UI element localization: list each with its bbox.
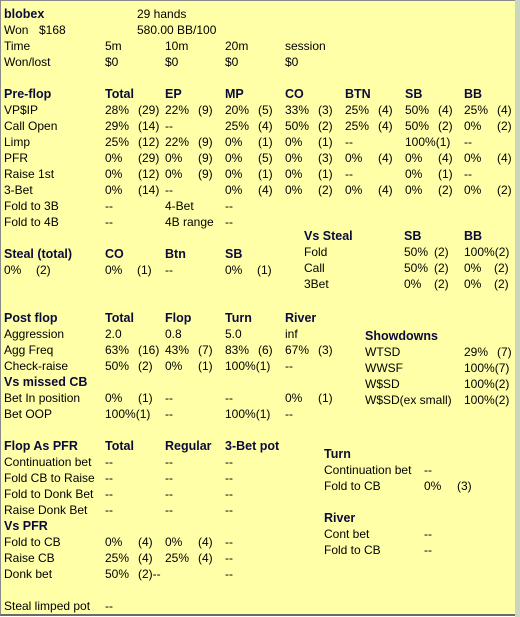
- preflop-cell: 0%: [285, 183, 303, 197]
- vs-pfr-cell: (4): [198, 551, 213, 565]
- steal-total-n: (2): [36, 263, 51, 277]
- preflop-cell: (9): [198, 135, 213, 149]
- vs-steal-col-sb: SB: [404, 229, 422, 243]
- missed-cb-row-label: Bet In position: [4, 391, 81, 405]
- steal-co-value: 0%: [105, 263, 123, 277]
- flop-pfr-cell: --: [225, 487, 233, 501]
- postflop-col-3: River: [285, 311, 317, 325]
- steal-sb-value: 0%: [225, 263, 243, 277]
- vs-steal-row-label: Fold: [304, 245, 328, 259]
- vs-pfr-cell: (4): [138, 535, 153, 549]
- preflop-cell: 0%: [285, 135, 303, 149]
- preflop-cell: 0%: [105, 183, 123, 197]
- missed-cb-row-label: Bet OOP: [4, 407, 53, 421]
- preflop-cell: (12): [138, 135, 160, 149]
- preflop-cell: (1): [438, 167, 453, 181]
- preflop-row-label: Call Open: [4, 119, 58, 133]
- showdowns-title: Showdowns: [365, 329, 438, 343]
- missed-cb-cell: (1): [318, 391, 333, 405]
- flop-pfr-cell: --: [165, 455, 173, 469]
- preflop-cell: 33%: [285, 103, 310, 117]
- preflop-cell: (5): [258, 151, 273, 165]
- preflop-cell: 0%: [165, 151, 183, 165]
- turn-row-label: Continuation bet: [324, 463, 412, 477]
- preflop-cell: 0%: [464, 183, 482, 197]
- turn-value: 0%: [424, 479, 442, 493]
- preflop-cell: (4): [438, 103, 453, 117]
- steal-total: 0%: [4, 263, 22, 277]
- player-name: blobex: [4, 7, 45, 21]
- showdown-value: 100%(7): [464, 361, 510, 375]
- vs-pfr-cell: 25%: [105, 551, 130, 565]
- wonlost-label: Won/lost: [4, 55, 51, 69]
- missed-cb-cell: --: [285, 407, 293, 421]
- wonlost-10m: $0: [165, 55, 179, 69]
- period-5m: 5m: [105, 39, 122, 53]
- preflop-cell: (29): [138, 151, 160, 165]
- preflop-cell: --: [464, 167, 472, 181]
- preflop-cell: (4): [497, 151, 512, 165]
- turn-n: (3): [457, 479, 472, 493]
- steal-limped-label: Steal limped pot: [4, 599, 91, 613]
- missed-cb-title: Vs missed CB: [4, 375, 88, 389]
- vs-steal-col-bb: BB: [464, 229, 483, 243]
- flop-pfr-col-regular: Regular: [165, 439, 212, 453]
- postflop-cell: 5.0: [225, 327, 242, 341]
- time-label: Time: [4, 39, 31, 53]
- missed-cb-cell: 0%: [285, 391, 303, 405]
- steal-co-n: (1): [137, 263, 152, 277]
- preflop-cell: (2): [497, 119, 512, 133]
- missed-cb-cell: --: [225, 391, 233, 405]
- vs-pfr-cell: 0%: [165, 535, 183, 549]
- window-edge: [515, 0, 520, 617]
- vs-pfr-cell: 25%: [165, 551, 190, 565]
- missed-cb-cell: 100%(1): [105, 407, 151, 421]
- preflop-cell: (14): [138, 183, 160, 197]
- preflop-cell: --: [345, 135, 353, 149]
- postflop-title: Post flop: [4, 311, 58, 325]
- turn-value: --: [424, 463, 432, 477]
- range4b-value: --: [225, 215, 233, 229]
- missed-cb-cell: 100%(1): [225, 407, 271, 421]
- preflop-cell: (9): [198, 151, 213, 165]
- preflop-cell: (9): [198, 103, 213, 117]
- steal-sb-n: (1): [257, 263, 272, 277]
- vs-pfr-cell: --: [225, 535, 233, 549]
- postflop-col-1: Flop: [165, 311, 192, 325]
- vs-pfr-cell: (4): [138, 551, 153, 565]
- flop-pfr-col-total: Total: [105, 439, 134, 453]
- period-10m: 10m: [165, 39, 189, 53]
- vs-steal-row-label: Call: [304, 261, 325, 275]
- flop-pfr-cell: --: [105, 471, 113, 485]
- postflop-row-label: Check-raise: [4, 359, 69, 373]
- preflop-cell: 50%: [405, 119, 430, 133]
- vs-pfr-row-label: Raise CB: [4, 551, 55, 565]
- river-row-label: Cont bet: [324, 527, 370, 541]
- flop-pfr-row-label: Continuation bet: [4, 455, 92, 469]
- fold4b-value: --: [105, 215, 113, 229]
- steal-limped-value: --: [105, 599, 113, 613]
- vs-steal-cell: 0%: [464, 261, 482, 275]
- postflop-cell: 83%: [225, 343, 250, 357]
- preflop-cell: (29): [138, 103, 160, 117]
- preflop-cell: 0%: [285, 151, 303, 165]
- bb100-value: 580.00 BB/100: [137, 23, 217, 37]
- postflop-cell: (3): [318, 343, 333, 357]
- vs-steal-cell: 100%(2): [464, 245, 510, 259]
- preflop-cell: (1): [318, 167, 333, 181]
- postflop-row-label: Aggression: [4, 327, 65, 341]
- vs-pfr-row-label: Fold to CB: [4, 535, 61, 549]
- river-row-label: Fold to CB: [324, 543, 381, 557]
- preflop-cell: 0%: [285, 167, 303, 181]
- preflop-cell: (4): [258, 183, 273, 197]
- preflop-cell: 0%: [464, 151, 482, 165]
- postflop-cell: (2): [138, 359, 153, 373]
- postflop-cell: 0%: [165, 359, 183, 373]
- postflop-col-2: Turn: [225, 311, 252, 325]
- missed-cb-cell: (1): [138, 391, 153, 405]
- preflop-cell: (2): [497, 183, 512, 197]
- flop-pfr-cell: --: [225, 471, 233, 485]
- preflop-cell: (2): [438, 119, 453, 133]
- postflop-cell: (7): [198, 343, 213, 357]
- vs-steal-cell: (2): [434, 277, 449, 291]
- preflop-cell: (1): [318, 135, 333, 149]
- preflop-col-6: BB: [464, 87, 483, 101]
- flop-pfr-cell: --: [105, 455, 113, 469]
- vs-steal-cell: (2): [494, 277, 509, 291]
- vs-pfr-cell: 50%: [105, 567, 130, 581]
- steal-col-btn: Btn: [165, 247, 186, 261]
- won-label: Won: [4, 23, 29, 37]
- preflop-cell: 50%: [405, 103, 430, 117]
- vs-pfr-cell: --: [225, 567, 233, 581]
- hands-count: 29 hands: [137, 7, 187, 21]
- preflop-cell: (4): [378, 183, 393, 197]
- postflop-cell: 43%: [165, 343, 190, 357]
- postflop-row-label: Agg Freq: [4, 343, 54, 357]
- preflop-cell: (3): [318, 151, 333, 165]
- preflop-cell: (12): [138, 167, 160, 181]
- wonlost-20m: $0: [225, 55, 239, 69]
- preflop-row-label: Raise 1st: [4, 167, 55, 181]
- showdown-value: 100%(2): [464, 393, 510, 407]
- preflop-col-2: MP: [225, 87, 244, 101]
- period-20m: 20m: [225, 39, 249, 53]
- fold3b-value: --: [105, 199, 113, 213]
- turn-title: Turn: [324, 447, 351, 461]
- preflop-cell: 100%(1): [405, 135, 451, 149]
- preflop-cell: (4): [497, 103, 512, 117]
- preflop-cell: --: [165, 119, 173, 133]
- preflop-cell: (2): [318, 119, 333, 133]
- postflop-cell: 50%: [105, 359, 130, 373]
- preflop-row-label: VP$IP: [4, 103, 39, 117]
- preflop-cell: (1): [258, 135, 273, 149]
- preflop-cell: 28%: [105, 103, 130, 117]
- preflop-cell: 22%: [165, 103, 190, 117]
- turn-row-label: Fold to CB: [324, 479, 381, 493]
- preflop-col-0: Total: [105, 87, 134, 101]
- preflop-cell: 20%: [225, 103, 250, 117]
- preflop-col-1: EP: [165, 87, 182, 101]
- preflop-cell: (4): [438, 151, 453, 165]
- preflop-cell: 25%: [464, 103, 489, 117]
- river-title: River: [324, 511, 356, 525]
- preflop-cell: 29%: [105, 119, 130, 133]
- vs-steal-cell: (2): [434, 261, 449, 275]
- missed-cb-cell: --: [165, 391, 173, 405]
- postflop-cell: 67%: [285, 343, 310, 357]
- vs-pfr-cell: 0%: [105, 535, 123, 549]
- vs-pfr-cell: --: [225, 551, 233, 565]
- steal-col-co: CO: [105, 247, 124, 261]
- flop-pfr-row-label: Fold CB to Raise: [4, 471, 95, 485]
- flop-pfr-cell: --: [225, 503, 233, 517]
- preflop-cell: 25%: [225, 119, 250, 133]
- flop-pfr-cell: --: [105, 487, 113, 501]
- range4b-label: 4B range: [165, 215, 214, 229]
- showdown-label: WTSD: [365, 345, 401, 359]
- preflop-cell: 22%: [165, 135, 190, 149]
- flop-pfr-cell: --: [165, 503, 173, 517]
- preflop-col-5: SB: [405, 87, 423, 101]
- showdown-n: (7): [497, 345, 512, 359]
- fourbet-label: 4-Bet: [165, 199, 194, 213]
- missed-cb-cell: --: [165, 407, 173, 421]
- preflop-cell: (9): [198, 167, 213, 181]
- preflop-cell: 0%: [225, 167, 243, 181]
- vs-steal-cell: 50%: [404, 261, 429, 275]
- preflop-col-3: CO: [285, 87, 304, 101]
- preflop-cell: (2): [318, 183, 333, 197]
- preflop-cell: --: [345, 167, 353, 181]
- preflop-cell: (4): [378, 151, 393, 165]
- flop-pfr-row-label: Fold to Donk Bet: [4, 487, 94, 501]
- preflop-cell: 0%: [225, 135, 243, 149]
- vs-steal-cell: 0%: [404, 277, 422, 291]
- period-session: session: [285, 39, 326, 53]
- preflop-cell: 0%: [345, 183, 363, 197]
- steal-btn-value: --: [165, 263, 173, 277]
- steal-col-sb: SB: [225, 247, 243, 261]
- preflop-cell: (1): [258, 167, 273, 181]
- postflop-cell: 100%(1): [225, 359, 271, 373]
- river-value: --: [424, 543, 432, 557]
- showdown-value: 29%: [464, 345, 489, 359]
- postflop-cell: 0.8: [165, 327, 182, 341]
- preflop-cell: 50%: [285, 119, 310, 133]
- vs-pfr-row-label: Donk bet: [4, 567, 53, 581]
- postflop-cell: --: [285, 359, 293, 373]
- showdown-label: W$SD(ex small): [365, 393, 452, 407]
- won-value: $168: [39, 23, 66, 37]
- flop-pfr-cell: --: [105, 503, 113, 517]
- missed-cb-cell: 0%: [105, 391, 123, 405]
- fold3b-label: Fold to 3B: [4, 199, 59, 213]
- vs-steal-cell: 50%: [404, 245, 429, 259]
- preflop-row-label: 3-Bet: [4, 183, 33, 197]
- vs-steal-cell: (2): [494, 261, 509, 275]
- vs-pfr-title: Vs PFR: [4, 519, 48, 533]
- wonlost-5m: $0: [105, 55, 119, 69]
- preflop-cell: 0%: [225, 183, 243, 197]
- preflop-cell: (2): [438, 183, 453, 197]
- preflop-cell: 25%: [105, 135, 130, 149]
- preflop-row-label: Limp: [4, 135, 31, 149]
- preflop-cell: 0%: [105, 167, 123, 181]
- preflop-row-label: PFR: [4, 151, 28, 165]
- preflop-cell: (4): [378, 119, 393, 133]
- flop-pfr-cell: --: [225, 455, 233, 469]
- vs-pfr-cell: (4): [198, 535, 213, 549]
- postflop-cell: 2.0: [105, 327, 122, 341]
- preflop-cell: 0%: [165, 167, 183, 181]
- steal-title: Steal (total): [4, 247, 73, 261]
- postflop-cell: inf: [285, 327, 298, 341]
- preflop-col-4: BTN: [345, 87, 371, 101]
- preflop-cell: 0%: [464, 119, 482, 133]
- showdown-label: W$SD: [365, 377, 400, 391]
- fold4b-label: Fold to 4B: [4, 215, 59, 229]
- flop-pfr-cell: --: [165, 487, 173, 501]
- preflop-cell: 0%: [345, 151, 363, 165]
- preflop-cell: 0%: [225, 151, 243, 165]
- vs-steal-row-label: 3Bet: [304, 277, 329, 291]
- postflop-col-0: Total: [105, 311, 134, 325]
- preflop-cell: 25%: [345, 103, 370, 117]
- preflop-cell: --: [165, 183, 173, 197]
- flop-pfr-cell: --: [165, 471, 173, 485]
- preflop-cell: --: [464, 135, 472, 149]
- fourbet-value: --: [225, 199, 233, 213]
- preflop-title: Pre-flop: [4, 87, 52, 101]
- showdown-value: 100%(2): [464, 377, 510, 391]
- flop-pfr-title: Flop As PFR: [4, 439, 78, 453]
- vs-pfr-cell: (2)--: [138, 567, 161, 581]
- vs-steal-title: Vs Steal: [304, 229, 353, 243]
- flop-pfr-col-3betpot: 3-Bet pot: [225, 439, 280, 453]
- wonlost-session: $0: [285, 55, 299, 69]
- preflop-cell: (4): [258, 119, 273, 133]
- preflop-cell: (14): [138, 119, 160, 133]
- river-value: --: [424, 527, 432, 541]
- preflop-cell: (3): [318, 103, 333, 117]
- preflop-cell: (4): [378, 103, 393, 117]
- preflop-cell: 0%: [405, 167, 423, 181]
- flop-pfr-row-label: Raise Donk Bet: [4, 503, 88, 517]
- preflop-cell: 0%: [405, 183, 423, 197]
- postflop-cell: (6): [258, 343, 273, 357]
- preflop-cell: 0%: [105, 151, 123, 165]
- preflop-cell: 25%: [345, 119, 370, 133]
- postflop-cell: 63%: [105, 343, 130, 357]
- vs-steal-cell: 0%: [464, 277, 482, 291]
- postflop-cell: (1): [198, 359, 213, 373]
- showdown-label: WWSF: [365, 361, 403, 375]
- preflop-cell: (5): [258, 103, 273, 117]
- postflop-cell: (16): [138, 343, 160, 357]
- preflop-cell: 0%: [405, 151, 423, 165]
- vs-steal-cell: (2): [434, 245, 449, 259]
